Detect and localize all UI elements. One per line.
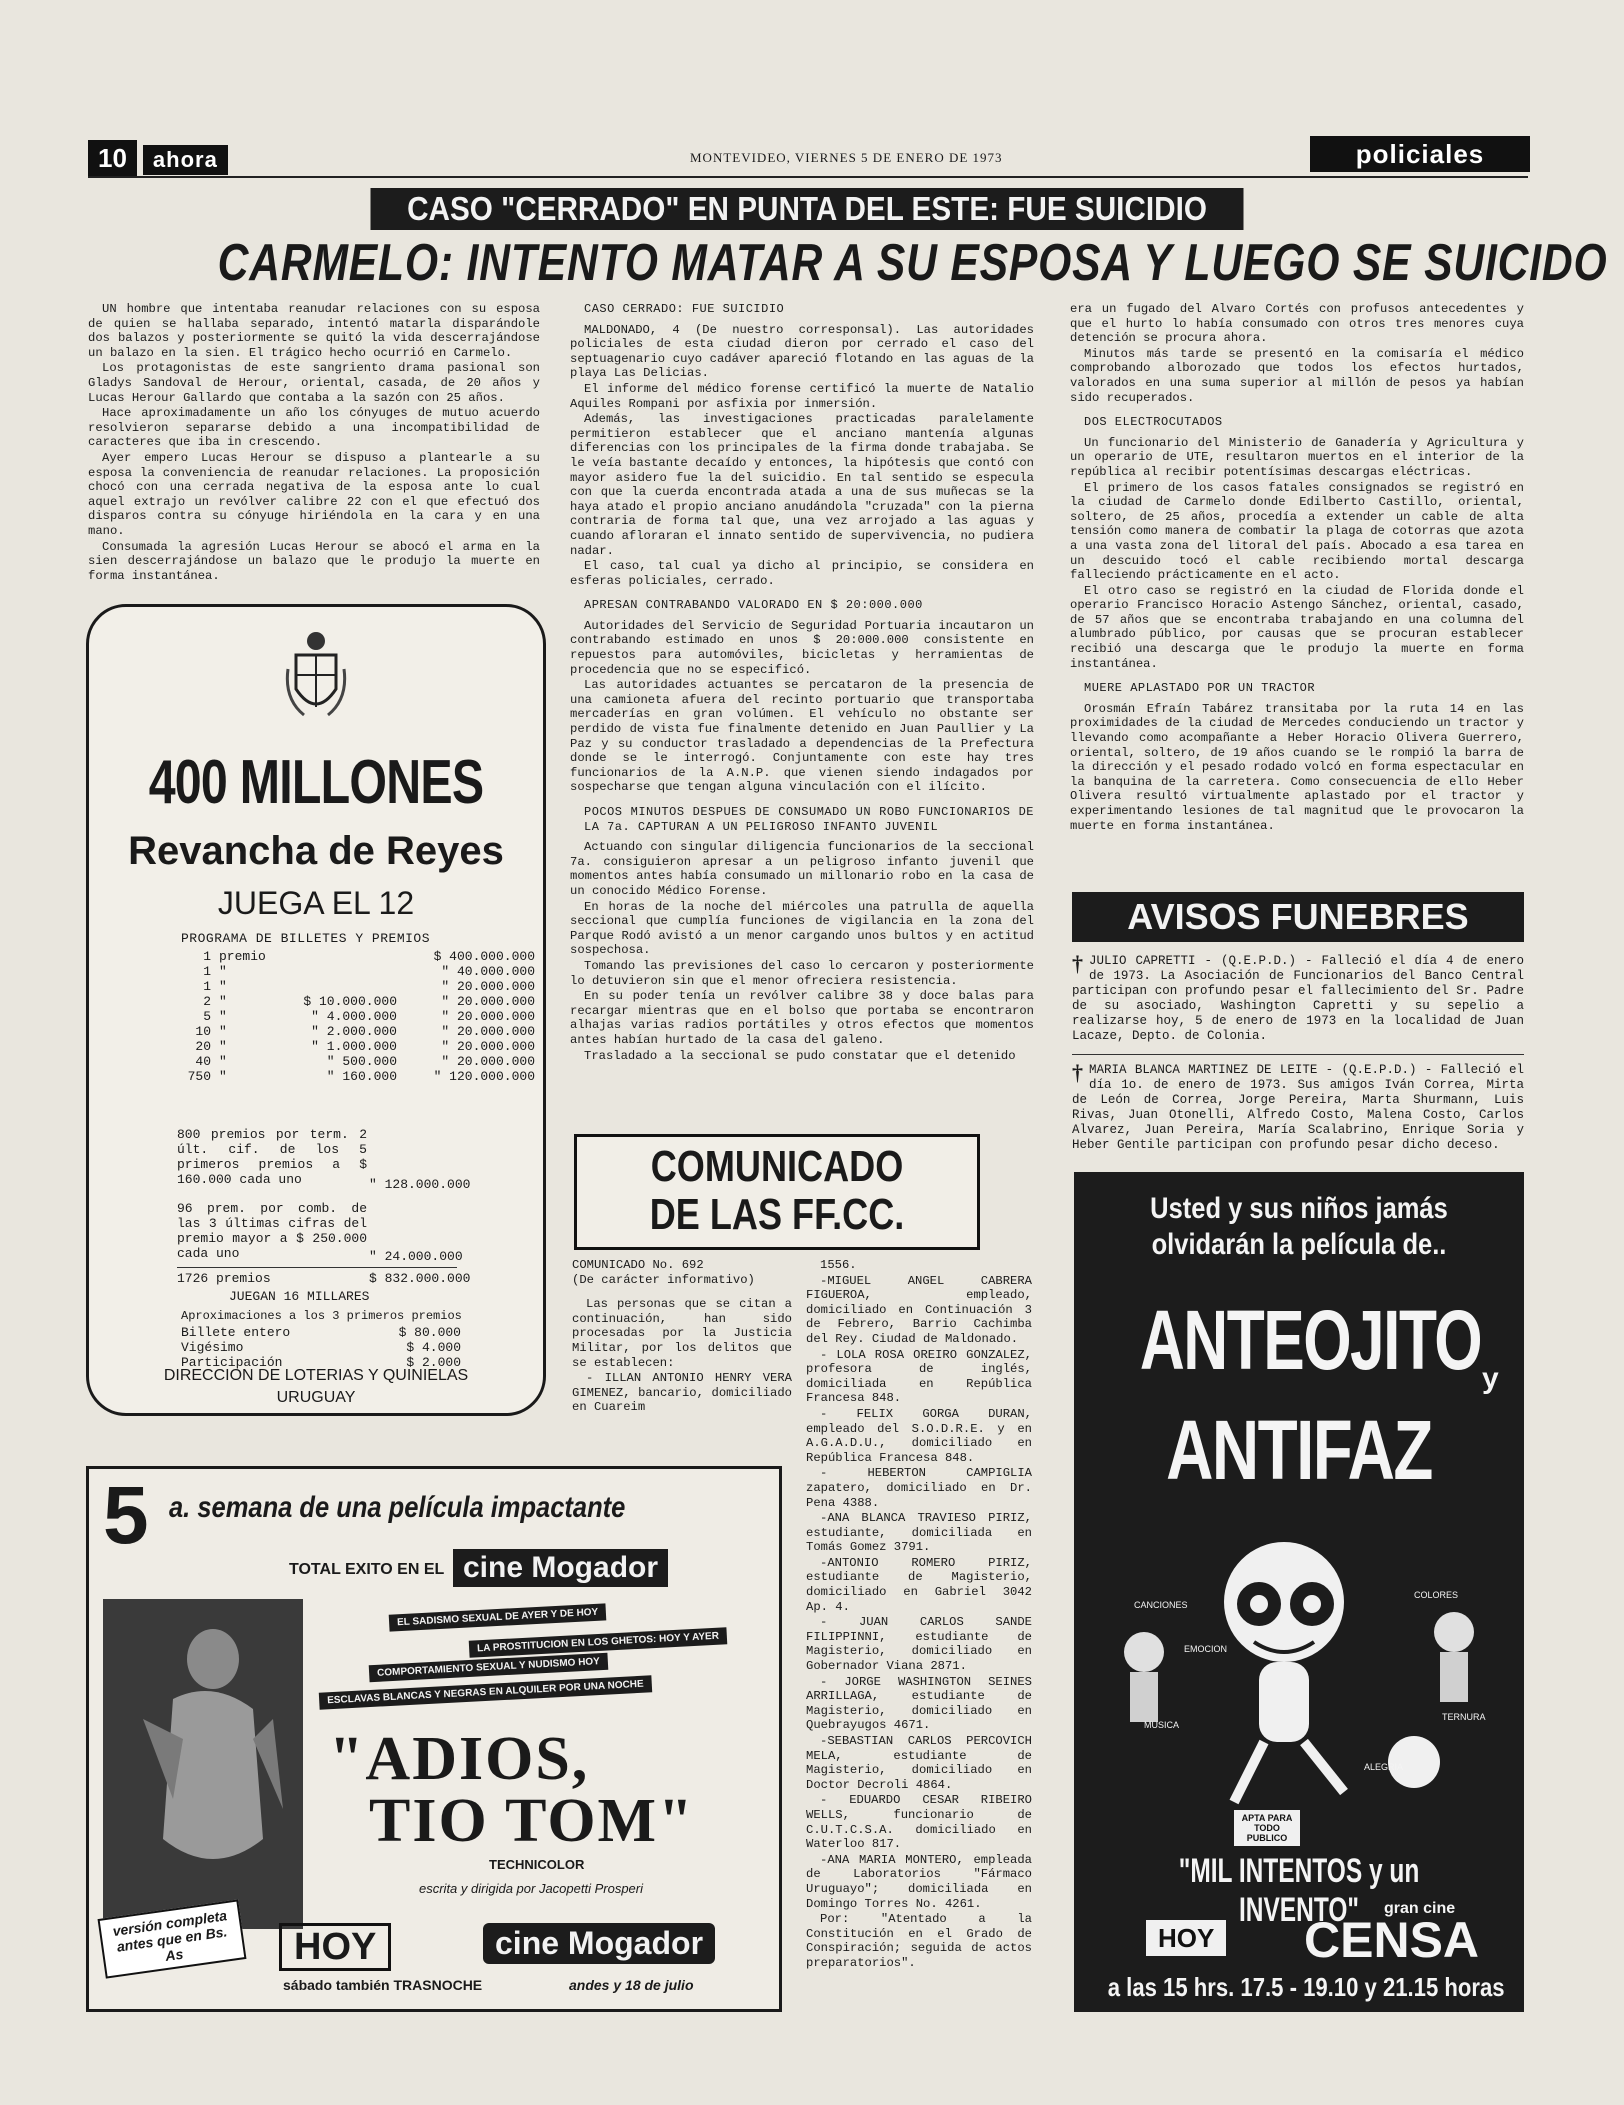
lottery-term-total: " 128.000.000 xyxy=(369,1177,471,1192)
prize-total: " 120.000.000 xyxy=(433,1069,535,1084)
funeral-notice: † JULIO CAPRETTI - (Q.E.P.D.) - Falleció el día 4 de enero de 1973. La Asociación de Funcionarios del Banco Central participan con profundo pesar el fallecimiento del Sr. Padre de su asociado, Washington Capretti y su sepelio a realizarse hoy, 5 de enero de 1973 en la localidad de Juan Lacaze, Depto. de Colonia. xyxy=(1072,951,1524,1043)
cinema-name-bottom: cine Mogador xyxy=(483,1923,715,1964)
article-paragraph: El informe del médico forense certificó la muerte de Natalio Aquiles Rompani por asfixia por inmersión. xyxy=(570,381,1034,411)
ffcc-paragraph: Las personas que se citan a continuación, han sido procesadas por la Justicia Militar, por los delitos que se establecen: xyxy=(572,1297,792,1370)
prize-unit: $ 10.000.000 xyxy=(303,994,397,1009)
prize-row xyxy=(177,1009,539,1024)
article-paragraph: En horas de la noche del miércoles una patrulla de aquella seccional que cumplía funciones de vigilancia en la zona del Parque Rodó avistó a un menor cargando unos bultos y en actitud sospechosa. xyxy=(570,899,1034,958)
column-2-news xyxy=(570,302,1034,1064)
lottery-approx-list xyxy=(181,1325,461,1370)
paper-logo: ahora xyxy=(143,145,228,175)
carmelo-article xyxy=(88,302,540,584)
version-badge: versión completa antes que en Bs. As xyxy=(98,1899,247,1978)
technicolor-label: TECHNICOLOR xyxy=(489,1857,585,1872)
prize-unit xyxy=(283,949,401,964)
ffcc-paragraph: -MIGUEL ANGEL CABRERA FIGUEROA, empleado, domiciliado en Continuación 3 de Febrero, Barrio Cachimba del Rey. Ciudad de Maldonado. xyxy=(806,1273,1032,1346)
ffcc-paragraph: -ANTONIO ROMERO PIRIZ, estudiante de Magisterio, domiciliado en Gabriel 3042 Ap. 4. xyxy=(806,1555,1032,1614)
word-canciones: CANCIONES xyxy=(1134,1600,1188,1610)
article-paragraph: Minutos más tarde se presentó en la comisaría el médico comprobando alborozado que todos los efectos hurtados, valorados en una suma superior al millón de pesos ya habían sido recuperados. xyxy=(1070,346,1524,405)
section-title: APRESAN CONTRABANDO VALORADO EN $ 20:000.000 xyxy=(584,598,923,613)
prize-label: " xyxy=(219,964,227,979)
funeral-notice: † MARIA BLANCA MARTINEZ DE LEITE - (Q.E.P.D.) - Falleció el día 1o. de enero de 1973. Sus amigos Iván Correa, Mirta de León de Correa, Jorge Pereira, Marta Shurmann, Luis Rivas, Juan Otonelli, Alfredo Costo, Malena Costo, Carlos Alvarez, Juan Pereira, María Scalabrino, Enrique Soria y Heber Gentile participan con profundo pesar dicho deceso. xyxy=(1072,1060,1524,1152)
prize-total: " 20.000.000 xyxy=(441,994,535,1009)
prize-total: $ 400.000.000 xyxy=(433,949,535,964)
section-tag: policiales xyxy=(1310,136,1530,172)
ffcc-right-column xyxy=(806,1258,1032,1972)
article-paragraph: UN hombre que intentaba reanudar relaciones con su esposa de quien se hallaba separado, intentó matarla disparándole dos balazos y posteriormente se quitó la vida descerrajándose un balazo en la sien. El trágico hecho ocurrió en Carmelo. xyxy=(88,302,540,360)
tagline-list xyxy=(319,1607,759,1707)
masthead xyxy=(88,140,308,172)
section-title: CASO CERRADO: FUE SUICIDIO xyxy=(584,302,785,316)
notice-divider xyxy=(1072,1054,1524,1055)
prize-label: " xyxy=(219,1039,227,1054)
prize-qty: 750 xyxy=(187,1069,211,1084)
lottery-table-header: PROGRAMA DE BILLETES Y PREMIOS xyxy=(181,931,431,946)
prize-total: " 20.000.000 xyxy=(441,1024,535,1039)
ffcc-paragraph: - FELIX GORGA DURAN, empleado del S.O.D.R.E. y en A.G.A.D.U., domiciliado en República Francesa 848. xyxy=(806,1406,1032,1465)
prize-label: premio xyxy=(219,949,266,964)
ffcc-paragraph: 1556. xyxy=(820,1258,857,1272)
ffcc-paragraph: - HEBERTON CAMPIGLIA zapatero, domiciliado en Dr. Pena 4388. xyxy=(806,1466,1032,1510)
prize-unit: " 160.000 xyxy=(326,1069,397,1084)
ffcc-paragraph: - JUAN CARLOS SANDE FILIPPINNI, estudiante de Magisterio, domiciliado en Gobernador Viana 2871. xyxy=(806,1615,1032,1674)
prize-label: " xyxy=(219,1009,227,1024)
article-paragraph: Actuando con singular diligencia funcionarios de la seccional 7a. consiguieron apresar a un peligroso infanto juvenil que momentos antes había consumado un millonario robo en la casa de un conocido Médico Forense. xyxy=(570,840,1034,898)
article-paragraph: Orosmán Efraín Tabárez transitaba por la ruta 14 en las proximidades de la ciudad de Mercedes conduciendo un tractor y llevando como acompañante a Heber Horacio Olivera Guerrero, oriental, soltero, de 19 años cuando se le rompió la barra de la dirección y el pesado rodado volcó en forma espectacular en la banquina de la carretera. Como consecuencia de ello Heber Olivera resultó virtualmente aplastado por el tractor y experimentando lesiones de tal magnitud que le provocaron la muerte en forma instantánea. xyxy=(1070,701,1524,833)
tagline: EL SADISMO SEXUAL DE AYER Y DE HOY xyxy=(389,1603,607,1631)
article-paragraph: Ayer empero Lucas Herour se dispuso a plantearle a su esposa la conveniencia de reanudar relaciones. La proposición chocó con una cerrada negativa de la esposa ante lo cual aquel extrajo un revólver calibre 22 con el que efectuó dos disparos contra su cónyuge hiriéndola en la cara y en una mano. xyxy=(88,450,540,538)
prize-qty: 1 xyxy=(203,964,211,979)
approx-row: Billete entero $ 80.000 xyxy=(181,1325,461,1340)
prize-unit: " 4.000.000 xyxy=(311,1009,397,1024)
word-musica: MUSICA xyxy=(1144,1720,1180,1730)
movie-title-1: ANTEOJITO xyxy=(1139,1293,1482,1387)
ffcc-paragraph: - LOLA ROSA OREIRO GONZALEZ, profesora de inglés, domiciliada en República Francesa 848. xyxy=(806,1347,1032,1406)
ffcc-number: COMUNICADO No. 692 xyxy=(572,1258,704,1272)
lottery-comb-text: 96 prem. por comb. de las 3 últimas cifras del premio mayor a $ 250.000 cada uno xyxy=(177,1201,367,1261)
prize-unit: " 500.000 xyxy=(326,1054,397,1069)
lottery-total-label: 1726 premios xyxy=(177,1271,271,1286)
ffcc-character: (De carácter informativo) xyxy=(572,1272,755,1287)
schedule: a las 15 hrs. 17.5 - 19.10 y 21.15 horas xyxy=(1107,1972,1505,2002)
success-label: TOTAL EXITO EN EL xyxy=(289,1561,445,1578)
prize-total: " 20.000.000 xyxy=(441,1009,535,1024)
lottery-millares: JUEGAN 16 MILLARES xyxy=(229,1289,370,1304)
prize-total: " 40.000.000 xyxy=(441,964,535,979)
cinema-address: andes y 18 de julio xyxy=(569,1977,694,1993)
article-paragraph: Autoridades del Servicio de Seguridad Portuaria incautaron un contrabando estimado en unos $ 20:000.000 consistente en repuestos para automóviles, bicicletas y herramientas de procedencia que no se especificó. xyxy=(570,618,1034,677)
prize-unit xyxy=(283,979,401,994)
article-paragraph: Trasladado a la seccional se pudo constatar que el detenido xyxy=(584,1048,1016,1063)
today-label: HOY xyxy=(279,1923,391,1971)
saturday-label: sábado también TRASNOCHE xyxy=(283,1977,483,1993)
ffcc-paragraph: - JORGE WASHINGTON SEINES ARRILLAGA, estudiante de Magisterio, domiciliado en Quebrayugos 4671. xyxy=(806,1674,1032,1733)
prize-total: " 20.000.000 xyxy=(441,979,535,994)
lottery-total-value: $ 832.000.000 xyxy=(369,1271,471,1286)
ffcc-paragraph: -ANA MARIA MONTERO, empleada de Laboratorios "Fármaco Uruguayo"; domiciliada en Domingo Torres No. 4261. xyxy=(806,1852,1032,1911)
lottery-play-date: JUEGA EL 12 xyxy=(217,885,415,921)
prize-row xyxy=(177,949,539,964)
prize-label: " xyxy=(219,979,227,994)
movie-ad-anteojito xyxy=(1074,1172,1524,2012)
cross-icon: † xyxy=(1072,1060,1083,1085)
column-3-news xyxy=(1070,302,1524,834)
article-paragraph: Tomando las previsiones del caso lo cercaron y posteriormente lo detuvieron sin que el menor ofreciera resistencia. xyxy=(570,958,1034,988)
lottery-subtitle: Revancha de Reyes xyxy=(128,829,504,873)
prize-qty: 1 xyxy=(203,949,211,964)
movie-title-2: ANTIFAZ xyxy=(1166,1403,1432,1497)
article-paragraph: El otro caso se registró en la ciudad de Florida donde el operario Francisco Horacio Astengo Sánchez, oriental, casado, de 57 años que se encontraba trabajando en una columna del alumbrado público, por causas que se procuran establecer recibió una descarga que le produjo la muerte en forma instantánea. xyxy=(1070,583,1524,671)
tagline: ESCLAVAS BLANCAS Y NEGRAS EN ALQUILER POR UNA NOCHE xyxy=(319,1675,652,1709)
word-colores: COLORES xyxy=(1414,1590,1459,1600)
prize-row xyxy=(177,994,539,1009)
ffcc-paragraph: -ANA BLANCA TRAVIESO PIRIZ, estudiante, domiciliada en Tomás Gomez 3791. xyxy=(806,1511,1032,1555)
prize-qty: 5 xyxy=(203,1009,211,1024)
movie-title-and: y xyxy=(1482,1362,1499,1395)
lottery-term-text: 800 premios por term. 2 últ. cif. de los 5 primeros premios a $ 160.000 cada uno xyxy=(177,1127,367,1187)
ffcc-title-line1: COMUNICADO xyxy=(650,1142,904,1191)
lottery-comb-total: " 24.000.000 xyxy=(369,1249,463,1264)
movie-title-line1: "ADIOS, xyxy=(329,1725,590,1793)
movie-ad-adios-tio-tom xyxy=(86,1466,782,2012)
cinema-name: CENSA xyxy=(1304,1912,1480,1968)
article-paragraph: El caso, tal cual ya dicho al principio, se considera en esferas policiales, cerrado. xyxy=(570,559,1034,588)
lottery-ad xyxy=(86,604,546,1416)
movie-subtitle: "MIL INTENTOS y un INVENTO" xyxy=(1178,1852,1420,1929)
prize-qty: 10 xyxy=(195,1024,211,1039)
prize-label: " xyxy=(219,1069,227,1084)
prize-row xyxy=(177,1069,539,1084)
ffcc-paragraph: -SEBASTIAN CARLOS PERCOVICH MELA, estudiante de Magisterio, domiciliado en Doctor Decroli 4864. xyxy=(806,1734,1032,1792)
ffcc-title-box xyxy=(574,1134,980,1250)
article-paragraph: MALDONADO, 4 (De nuestro corresponsal). Las autoridades policiales de esta ciudad dieron por cerrado el caso del septuagenario cuyo cadáver apareció flotando en las aguas de la playa Las Delicias. xyxy=(570,322,1034,381)
tagline-line1: Usted y sus niños jamás xyxy=(1150,1192,1448,1225)
prize-unit: " 1.000.000 xyxy=(311,1039,397,1054)
prize-row xyxy=(177,1039,539,1054)
ffcc-left-column xyxy=(572,1258,792,1416)
week-text: a. semana de una película impactante xyxy=(169,1491,626,1524)
approx-row: Vigésimo $ 4.000 xyxy=(181,1340,461,1355)
ffcc-paragraph: - ILLAN ANTONIO HENRY VERA GIMENEZ, bancario, domiciliado en Cuareim xyxy=(572,1371,792,1415)
article-paragraph: Un funcionario del Ministerio de Ganadería y Agricultura y un operario de UTE, resultaron muertos en el interior de la república al recibir potentísimas descargas eléctricas. xyxy=(1070,435,1524,479)
lottery-divider xyxy=(177,1267,457,1268)
ffcc-title-line2: DE LAS FF.CC. xyxy=(649,1190,905,1239)
tagline-line2: olvidarán la película de.. xyxy=(1151,1228,1447,1261)
prize-row xyxy=(177,1024,539,1039)
section-title: MUERE APLASTADO POR UN TRACTOR xyxy=(1084,681,1316,696)
prize-label: " xyxy=(219,994,227,1009)
prize-label: " xyxy=(219,1024,227,1039)
lottery-footer-org: DIRECCION DE LOTERIAS Y QUINIELAS xyxy=(163,1367,469,1384)
prize-qty: 40 xyxy=(195,1054,211,1069)
figure-silhouette-icon xyxy=(103,1599,303,1929)
prize-unit xyxy=(283,964,401,979)
article-paragraph: Consumada la agresión Lucas Herour se abocó el arma en la sien descerrajándose un balazo que le produjo la muerte en forma instantánea. xyxy=(88,539,540,583)
funebres-title: AVISOS FUNEBRES xyxy=(1072,892,1524,942)
article-paragraph: En su poder tenía un revólver calibre 38 y doce balas para recargar mientras que en el bolso que portaba se encontraron alhajas varias radios portátiles y otros efectos que momentos antes habían hurtado de la casa del galeno. xyxy=(570,989,1034,1047)
lottery-amount: 400 MILLONES xyxy=(148,748,484,817)
prize-total: " 20.000.000 xyxy=(441,1039,535,1054)
credits: escrita y dirigida por Jacopetti Prosperi xyxy=(419,1881,643,1896)
cinema-name: cine Mogador xyxy=(453,1549,668,1587)
prize-label: " xyxy=(219,1054,227,1069)
approx-row: Participación $ 2.000 xyxy=(181,1355,461,1370)
coat-of-arms-icon xyxy=(284,629,348,725)
lottery-footer-country: URUGUAY xyxy=(276,1389,356,1406)
tagline: LA PROSTITUCION EN LOS GHETOS: HOY Y AYER xyxy=(469,1627,728,1657)
main-headline: CARMELO: INTENTO MATAR A SU ESPOSA Y LUEGO SE SUICIDO xyxy=(217,234,1608,292)
article-paragraph: Los protagonistas de este sangriento drama pasional son Gladys Sandoval de Herour, oriental, casada, de 20 años y Lucas Herour Gallardo que contaba a la sazón con 25 años. xyxy=(88,361,540,405)
article-paragraph: Hace aproximadamente un año los cónyuges de mutuo acuerdo resolvieron separarse debido a una incompatibilidad de caracteres que iba in crescendo. xyxy=(88,406,540,450)
cross-icon: † xyxy=(1072,951,1083,976)
section-title: POCOS MINUTOS DESPUES DE CONSUMADO UN ROBO FUNCIONARIOS DE LA 7a. CAPTURAN A UN PELIGROSO INFANTO JUVENIL xyxy=(584,805,1034,834)
article-paragraph: Además, las investigaciones practicadas paralelamente permitieron establecer que el anciano mantenía algunas diferencias con los principales de la firma donde trabajaba. Se le veía bastante decaído y entonces, la hipótesis que contó con mayor asidero fue la del suicidio. En tal sentido se especula con que la cuerda encontrada atada a una de sus muñecas se la haya atado el propio anciano anudándola "cruzada" con la pierna contraria de forma tal que, una vez arrojado a las aguas y cuando afloraran el innato sentido de supervivencia, no pudiera nadar. xyxy=(570,412,1034,558)
prize-total: " 20.000.000 xyxy=(441,1054,535,1069)
dateline: MONTEVIDEO, VIERNES 5 DE ENERO DE 1973 xyxy=(690,150,1003,165)
article-paragraph: El primero de los casos fatales consignados se registró en la ciudad de Carmelo donde Edilberto Castillo, oriental, soltero, de 25 años, procedía a extender un cable de alta tensión como manera de combatir la plaga de cotorras que azota a una vasta zona del litoral del país. Abocado a esa tarea en un descuido tocó el cable recibiendo mortal descarga falleciendo prácticamente en el acto. xyxy=(1070,480,1524,583)
cartoon-characters-icon xyxy=(1094,1532,1504,1832)
word-emocion: EMOCION xyxy=(1184,1644,1228,1654)
article-paragraph: era un fugado del Alvaro Cortés con profusos antecedentes y que el hurto lo había consumado con otros tres menores cuya detención se procura ahora. xyxy=(1070,302,1524,346)
prize-unit: " 2.000.000 xyxy=(311,1024,397,1039)
word-ternura: TERNURA xyxy=(1442,1712,1486,1722)
page-number: 10 xyxy=(88,140,137,176)
ffcc-paragraph: - EDUARDO CESAR RIBEIRO WELLS, funcionario de C.U.T.C.S.A. domiciliado en Waterloo 817. xyxy=(806,1793,1032,1852)
prize-row xyxy=(177,964,539,979)
lottery-approx-label: Aproximaciones a los 3 primeros premios xyxy=(181,1309,462,1323)
tagline: COMPORTAMIENTO SEXUAL Y NUDISMO HOY xyxy=(369,1653,609,1682)
ffcc-paragraph: Por: "Atentado a la Constitución en el Grado de Conspiración; seguida de actos preparatorios". xyxy=(806,1912,1032,1970)
lottery-prize-table xyxy=(177,949,539,1084)
word-alegria: ALEGRIA xyxy=(1364,1762,1404,1772)
gran-cine-label: gran cine xyxy=(1384,1900,1456,1917)
prize-qty: 2 xyxy=(203,994,211,1009)
movie-title-line2: TIO TOM" xyxy=(369,1787,695,1855)
week-number: 5 xyxy=(103,1470,149,1561)
header-rule xyxy=(88,176,1528,178)
kicker-headline: CASO "CERRADO" EN PUNTA DEL ESTE: FUE SUICIDIO xyxy=(371,188,1244,230)
prize-row xyxy=(177,979,539,994)
today-label: HOY xyxy=(1146,1920,1226,1956)
article-paragraph: Las autoridades actuantes se percataron de la presencia de una camioneta afuera del recinto portuario que transportaba mercaderías en gran volúmen. El vehículo no obstante ser perdido de vista fue finalmente detenido en Juan Paullier y La Paz y su conductor trasladado a dependencias de la Prefectura donde se le interrogó. Conjuntamente con este hay tres funcionarios de la A.N.P. que vienen siendo indagados por sospecharse que tengan alguna vinculación con el ilícito. xyxy=(570,678,1034,795)
rating-badge: APTA PARA TODO PUBLICO xyxy=(1234,1810,1300,1846)
prize-qty: 20 xyxy=(195,1039,211,1054)
section-title: DOS ELECTROCUTADOS xyxy=(1084,415,1223,430)
prize-row xyxy=(177,1054,539,1069)
prize-qty: 1 xyxy=(203,979,211,994)
funebres-list xyxy=(1072,951,1524,1153)
